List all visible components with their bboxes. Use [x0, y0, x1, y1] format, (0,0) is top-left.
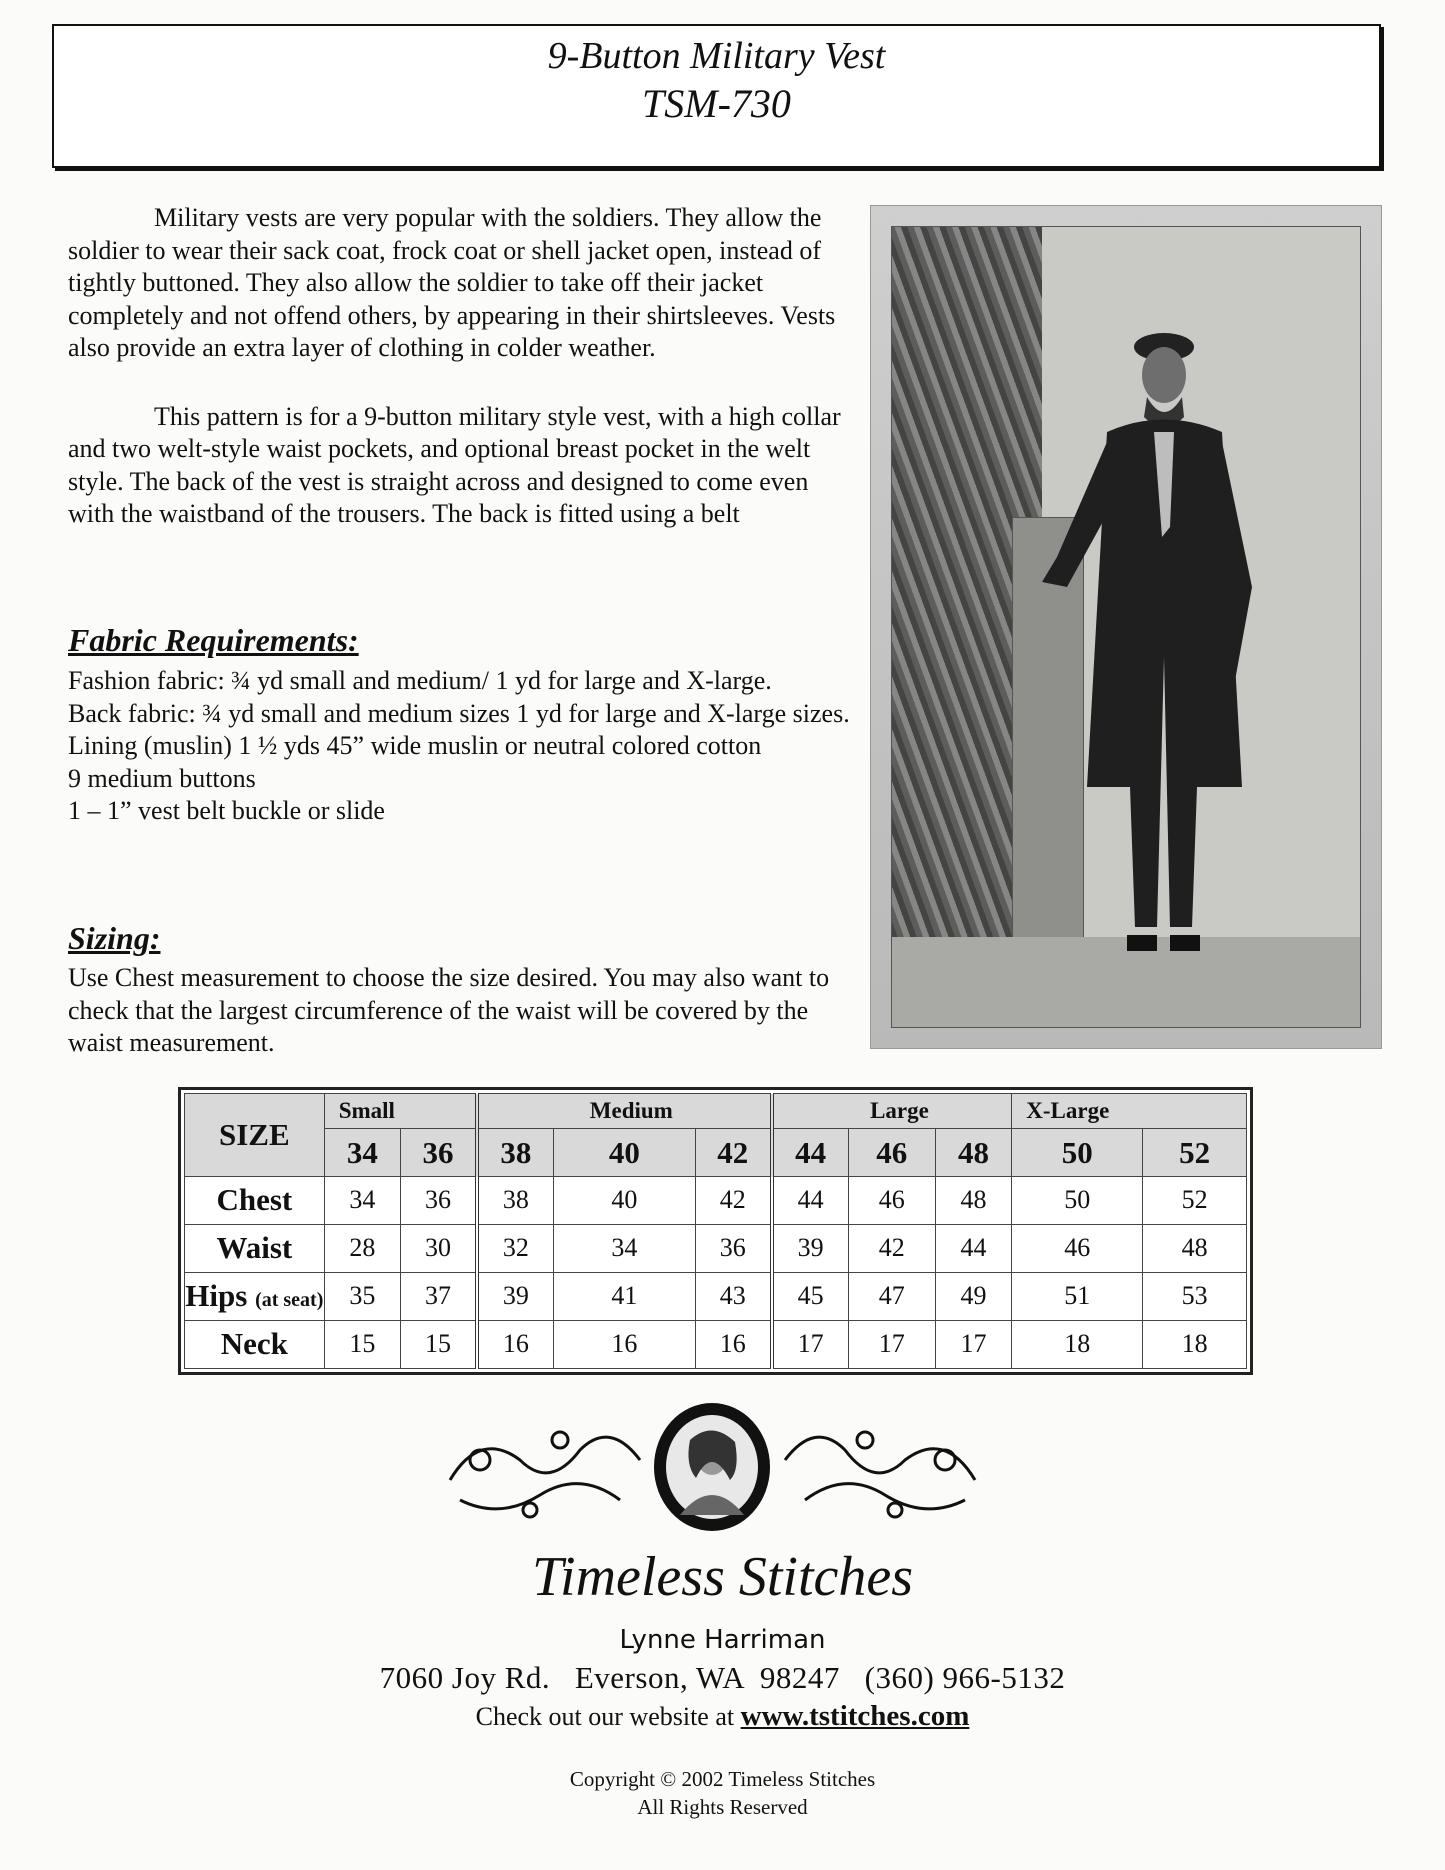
intro-paragraph-2: This pattern is for a 9-button military style vest, with a high collar and two welt-style waist pockets, and optional breast pocket in the welt style. The back of the vest is straight across and designed to come even with the waistband of the trousers. The back is fitted using a belt — [68, 401, 841, 528]
pattern-title: 9-Button Military Vest — [547, 35, 886, 77]
table-cell: 34 — [324, 1177, 400, 1225]
fabric-requirements-list — [68, 665, 858, 828]
website-prefix: Check out our website at — [475, 1702, 741, 1731]
size-corner: SIZE — [185, 1094, 325, 1177]
table-cell: 47 — [848, 1272, 935, 1320]
table-cell: 16 — [695, 1320, 771, 1368]
table-cell: 45 — [772, 1272, 848, 1320]
sizing-text: Use Chest measurement to choose the size desired. You may also want to check that the largest circumference of the waist will be covered by the waist measurement. — [68, 963, 830, 1057]
table-cell: 53 — [1143, 1272, 1247, 1320]
table-cell: 18 — [1143, 1320, 1247, 1368]
intro-paragraph-1: Military vests are very popular with the soldiers. They allow the soldier to wear their sack coat, frock coat or shell jacket open, instead of tightly buttoned. They also allow the soldier to take off their jacket completely and not offend others, by appearing in their shirtsleeves. Vests also provide an extra layer of clothing in colder weather. — [68, 203, 836, 362]
brand-website-line — [0, 1700, 1445, 1733]
title-box — [52, 24, 1381, 168]
copyright-line-1: Copyright © 2002 Timeless Stitches — [569, 1767, 876, 1791]
fabric-line: 1 – 1” vest belt buckle or slide — [68, 796, 385, 825]
table-cell: 36 — [695, 1224, 771, 1272]
size-number: 50 — [1012, 1129, 1143, 1177]
photo-frame — [891, 226, 1361, 1028]
table-cell: 17 — [772, 1320, 848, 1368]
soldier-photo — [870, 205, 1382, 1049]
fabric-line: 9 medium buttons — [68, 763, 256, 793]
table-cell: 15 — [324, 1320, 400, 1368]
size-number: 48 — [935, 1129, 1011, 1177]
table-cell: 42 — [848, 1224, 935, 1272]
table-cell: 48 — [935, 1177, 1011, 1225]
brand-person: Lynne Harriman — [619, 1625, 826, 1655]
copyright — [0, 1765, 1445, 1821]
fabric-line: Lining (muslin) 1 ½ yds 45” wide muslin or neutral colored cotton — [68, 731, 762, 760]
table-cell: 39 — [772, 1224, 848, 1272]
table-cell: 17 — [935, 1320, 1011, 1368]
table-cell: 50 — [1012, 1177, 1143, 1225]
table-cell: 43 — [695, 1272, 771, 1320]
size-number: 42 — [695, 1129, 771, 1177]
fabric-line: Fashion fabric: ¾ yd small and medium/ 1 yd for large and X-large. — [68, 666, 772, 695]
table-cell: 44 — [772, 1177, 848, 1225]
size-chart — [178, 1087, 1253, 1375]
website-link[interactable]: www.tstitches.com — [740, 1700, 970, 1732]
table-cell: 51 — [1012, 1272, 1143, 1320]
table-cell: 41 — [553, 1272, 695, 1320]
brand-address: 7060 Joy Rd. Everson, WA 98247 (360) 966-5132 — [379, 1660, 1066, 1695]
table-row — [185, 1177, 1247, 1225]
table-cell: 28 — [324, 1224, 400, 1272]
size-number: 46 — [848, 1129, 935, 1177]
table-cell: 30 — [401, 1224, 477, 1272]
intro-text — [68, 202, 858, 567]
table-cell: 15 — [401, 1320, 477, 1368]
table-cell: 16 — [553, 1320, 695, 1368]
table-cell: 34 — [553, 1224, 695, 1272]
table-cell: 32 — [477, 1224, 553, 1272]
table-cell: 39 — [477, 1272, 553, 1320]
fabric-line: Back fabric: ¾ yd small and medium sizes 1 yd for large and X-large sizes. — [68, 698, 850, 728]
size-group-row — [185, 1094, 1247, 1129]
brand-name: Timeless Stitches — [531, 1546, 914, 1608]
sizing-heading: Sizing: — [68, 920, 161, 956]
group-small: Small — [324, 1094, 477, 1129]
table-cell: 46 — [1012, 1224, 1143, 1272]
row-label-chest: Chest — [185, 1177, 325, 1225]
size-number: 34 — [324, 1129, 400, 1177]
table-cell: 48 — [1143, 1224, 1247, 1272]
table-cell: 42 — [695, 1177, 771, 1225]
fabric-heading: Fabric Requirements: — [68, 622, 359, 658]
table-cell: 35 — [324, 1272, 400, 1320]
table-cell: 44 — [935, 1224, 1011, 1272]
soldier-figure — [892, 227, 1362, 1027]
row-label-hips — [185, 1272, 325, 1320]
row-label-waist: Waist — [185, 1224, 325, 1272]
row-label-hips-sub: (at seat) — [255, 1289, 324, 1312]
table-row — [185, 1320, 1247, 1368]
size-number: 40 — [553, 1129, 695, 1177]
table-cell: 52 — [1143, 1177, 1247, 1225]
table-cell: 17 — [848, 1320, 935, 1368]
table-cell: 36 — [401, 1177, 477, 1225]
table-cell: 18 — [1012, 1320, 1143, 1368]
scroll-ornament-logo — [440, 1400, 985, 1535]
table-cell: 37 — [401, 1272, 477, 1320]
group-medium: Medium — [477, 1094, 772, 1129]
size-number: 36 — [401, 1129, 477, 1177]
size-number: 38 — [477, 1129, 553, 1177]
group-large: Large — [772, 1094, 1012, 1129]
table-cell: 49 — [935, 1272, 1011, 1320]
table-row — [185, 1272, 1247, 1320]
row-label-hips-main: Hips — [185, 1278, 248, 1314]
table-cell: 46 — [848, 1177, 935, 1225]
table-row — [185, 1224, 1247, 1272]
size-number: 44 — [772, 1129, 848, 1177]
table-cell: 40 — [553, 1177, 695, 1225]
copyright-line-2: All Rights Reserved — [637, 1795, 808, 1819]
size-number-row — [185, 1129, 1247, 1177]
row-label-neck: Neck — [185, 1320, 325, 1368]
size-number: 52 — [1143, 1129, 1247, 1177]
group-xlarge: X-Large — [1012, 1094, 1247, 1129]
pattern-code: TSM-730 — [642, 81, 791, 126]
table-cell: 38 — [477, 1177, 553, 1225]
table-cell: 16 — [477, 1320, 553, 1368]
size-table — [184, 1093, 1247, 1369]
